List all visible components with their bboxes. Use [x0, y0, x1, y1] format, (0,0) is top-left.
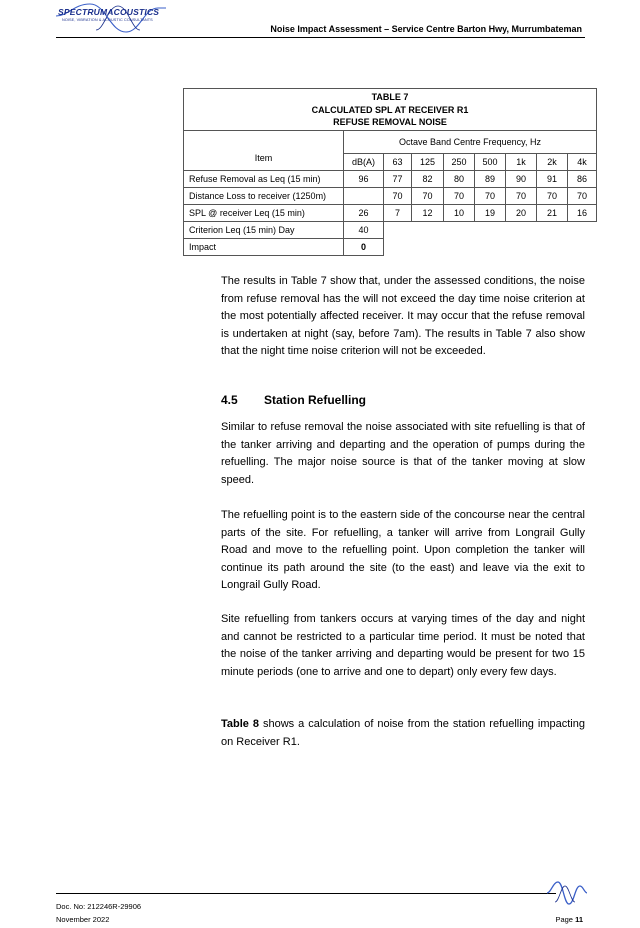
- row-dba-value: 96: [344, 170, 384, 187]
- row-band-value: 70: [444, 187, 475, 204]
- criterion-value: 40: [344, 221, 384, 238]
- logo-text: SPECTRUMACOUSTICS: [58, 7, 160, 17]
- column-header-item: Item: [254, 153, 273, 163]
- table-row: [184, 187, 597, 204]
- row-band-value: 70: [506, 187, 537, 204]
- row-band-value: 16: [568, 204, 597, 221]
- column-header-freq: 63: [384, 153, 412, 170]
- paragraph-refuelling-intro: Similar to refuse removal the noise associated with site refuelling is that of the tanker arriving and departing and the operation of pumps during the refuelling. The major noise source is that of the tanker moving at slow speed.: [221, 421, 585, 486]
- row-band-value: 89: [475, 170, 506, 187]
- row-item-label: Refuse Removal as Leq (15 min): [184, 170, 344, 187]
- row-item-label: SPL @ receiver Leq (15 min): [184, 204, 344, 221]
- section-number: 4.5: [221, 393, 238, 407]
- section-title: Station Refuelling: [264, 393, 366, 407]
- table-caption-title: CALCULATED SPL AT RECEIVER R1: [311, 104, 469, 115]
- paragraph-refuelling-times: Site refuelling from tankers occurs at varying times of the day and night and cannot be restricted to a particular time period. It must be noted that the noise of the tanker arriving and departing would be present for two 15 minute periods (one to arrive and one to depart) only every few days.: [221, 613, 585, 678]
- table8-reference-text: shows a calculation of noise from the station refuelling impacting on Receiver R1.: [221, 718, 585, 748]
- table-row: [184, 204, 597, 221]
- row-band-value: 70: [412, 187, 444, 204]
- row-band-value: 70: [475, 187, 506, 204]
- row-band-value: 70: [568, 187, 597, 204]
- impact-value: 0: [344, 238, 384, 255]
- page-number: [555, 915, 583, 924]
- column-header-freq: 125: [412, 153, 444, 170]
- row-dba-value: [344, 187, 384, 204]
- page-number-value: 11: [575, 915, 583, 924]
- octave-band-header: Octave Band Centre Frequency, Hz: [344, 130, 597, 153]
- row-band-value: 10: [444, 204, 475, 221]
- footer-divider: [56, 893, 556, 894]
- table-caption-subtitle: REFUSE REMOVAL NOISE: [333, 117, 447, 127]
- table-header-blank: [184, 130, 344, 170]
- impact-label: Impact: [184, 238, 344, 255]
- row-band-value: 82: [412, 170, 444, 187]
- criterion-row: [184, 221, 597, 238]
- row-band-value: 19: [475, 204, 506, 221]
- logo-tagline: NOISE, VIBRATION & ACOUSTIC CONSULTANTS: [62, 18, 153, 22]
- table-caption-number: TABLE 7: [371, 92, 409, 102]
- table-7: [183, 88, 597, 256]
- header-divider: [56, 37, 585, 38]
- column-header-dba: dB(A): [344, 153, 384, 170]
- column-header-freq: 500: [475, 153, 506, 170]
- paragraph-refuelling-point: The refuelling point is to the eastern side of the concourse near the central parts of the site. For refuelling, a tanker will arrive from Longrail Gully Road and move to the refuelling point. Upon completion the tanker will continue its path around the site (to the east) and leave via the exit to Longrail Gully Road.: [221, 509, 585, 592]
- paragraph-table8-reference: [221, 716, 585, 751]
- row-band-value: 70: [537, 187, 568, 204]
- company-logo: [56, 2, 166, 32]
- table-caption: [184, 89, 597, 131]
- sine-wave-icon: [547, 880, 587, 906]
- document-date: November 2022: [56, 915, 110, 924]
- row-band-value: 20: [506, 204, 537, 221]
- row-band-value: 7: [384, 204, 412, 221]
- row-band-value: 21: [537, 204, 568, 221]
- paragraph-results: The results in Table 7 show that, under the assessed conditions, the noise from refuse removal has the will not exceed the day time noise criterion at the most potentially affected receiver. It may occur that the refuse removal is undertaken at night (say, before 7am). The results in Table 7 also show that the night time noise criterion will not be exceeded.: [221, 275, 585, 358]
- page-label: Page: [555, 915, 576, 924]
- row-item-label: Distance Loss to receiver (1250m): [184, 187, 344, 204]
- column-header-freq: 2k: [537, 153, 568, 170]
- document-header-title: Noise Impact Assessment – Service Centre Barton Hwy, Murrumbateman: [270, 24, 582, 34]
- row-band-value: 77: [384, 170, 412, 187]
- table-row: [184, 170, 597, 187]
- row-band-value: 86: [568, 170, 597, 187]
- row-band-value: 70: [384, 187, 412, 204]
- criterion-label: Criterion Leq (15 min) Day: [184, 221, 344, 238]
- column-header-freq: 1k: [506, 153, 537, 170]
- column-header-freq: 4k: [568, 153, 597, 170]
- row-band-value: 12: [412, 204, 444, 221]
- row-band-value: 91: [537, 170, 568, 187]
- table8-reference: Table 8: [221, 718, 260, 730]
- row-band-value: 80: [444, 170, 475, 187]
- row-dba-value: 26: [344, 204, 384, 221]
- impact-row: [184, 238, 597, 255]
- row-band-value: 90: [506, 170, 537, 187]
- section-heading: [221, 393, 366, 407]
- column-header-freq: 250: [444, 153, 475, 170]
- document-number: Doc. No: 212246R-29906: [56, 902, 142, 911]
